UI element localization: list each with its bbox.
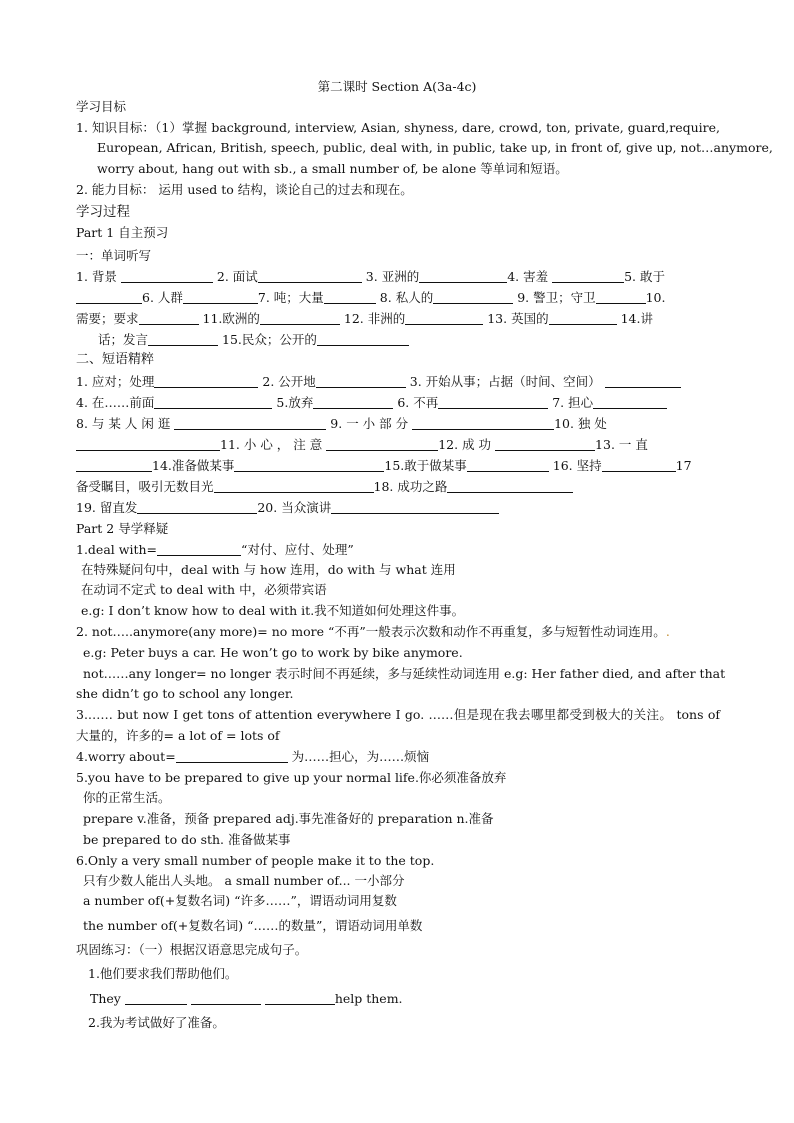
vocab-line-3: 需要；要求 11.欧洲的 12. 非洲的 13. 英国的 14.讲 bbox=[76, 311, 653, 326]
note-3-line-1: 3.…… but now I get tons of attention everywhere I go. ……但是现在我去哪里都受到极大的关注。 tons of bbox=[76, 707, 720, 722]
answer-blank[interactable] bbox=[412, 417, 554, 430]
note-1-line-2: 在特殊疑问句中，deal with 与 how 连用，do with 与 what 连用 bbox=[81, 562, 456, 577]
answer-blank[interactable] bbox=[549, 312, 617, 325]
practice-answer-1: They help them. bbox=[90, 991, 403, 1006]
practice-heading: 巩固练习：（一）根据汉语意思完成句子。 bbox=[76, 942, 308, 957]
phrase-line-1: 1. 应对；处理 2. 公开地 3. 开始从事；占据（时间、空间） bbox=[76, 374, 720, 390]
phrase-line-5: 14.准备做某事 15.敢于做某事 16. 坚持 17 bbox=[76, 458, 720, 474]
note-4: 4.worry about= 为……担心，为……烦恼 bbox=[76, 749, 430, 764]
objectives-heading: 学习目标 bbox=[76, 99, 127, 114]
objective-2: 2. 能力目标： 运用 used to 结构，谈论自己的过去和现在。 bbox=[76, 182, 413, 197]
answer-blank[interactable] bbox=[596, 291, 646, 304]
answer-blank[interactable] bbox=[326, 438, 438, 451]
answer-blank[interactable] bbox=[438, 396, 548, 409]
note-6-line-1: 6.Only a very small number of people make it to the top. bbox=[76, 853, 435, 868]
note-5-line-1: 5.you have to be prepared to give up your normal life.你必须准备放弃 bbox=[76, 770, 507, 785]
note-2-example: e.g: Peter buys a car. He won’t go to work by bike anymore. bbox=[83, 645, 463, 660]
vocab-line-4: 话；发言 15.民众；公开的 bbox=[76, 332, 720, 348]
note-1-title: 1.deal with= “对付、应付、处理” bbox=[76, 542, 354, 557]
answer-blank[interactable] bbox=[419, 270, 507, 283]
process-heading: 学习过程 bbox=[76, 204, 130, 220]
answer-blank[interactable] bbox=[154, 396, 272, 409]
note-2-line-4: she didn’t go to school any longer. bbox=[76, 686, 294, 701]
answer-blank[interactable] bbox=[313, 396, 393, 409]
answer-blank[interactable] bbox=[234, 459, 384, 472]
answer-blank[interactable] bbox=[191, 992, 261, 1005]
note-2-title: 2. not…..anymore(any more)= no more “不再”一般表示次数和动作不再重复，多与短暂性动词连用。. bbox=[76, 624, 670, 639]
note-1-example: e.g: I don’t know how to deal with it.我不知道如何处理这件事。 bbox=[81, 603, 465, 618]
answer-blank[interactable] bbox=[447, 480, 573, 493]
answer-blank[interactable] bbox=[316, 375, 406, 388]
practice-question-2: 2.我为考试做好了准备。 bbox=[88, 1015, 225, 1030]
note-1-line-3: 在动词不定式 to deal with 中，必须带宾语 bbox=[81, 582, 327, 597]
answer-blank[interactable] bbox=[317, 333, 409, 346]
answer-blank[interactable] bbox=[605, 375, 681, 388]
phrase-line-4: 11. 小 心 ， 注 意 12. 成 功 13. 一 直 bbox=[76, 437, 720, 453]
answer-blank[interactable] bbox=[258, 270, 362, 283]
vocab-line-2: 6. 人群 7. 吨；大量 8. 私人的 9. 警卫；守卫 10. bbox=[76, 290, 720, 306]
answer-blank[interactable] bbox=[602, 459, 676, 472]
answer-blank[interactable] bbox=[214, 480, 374, 493]
answer-blank[interactable] bbox=[125, 992, 187, 1005]
answer-blank[interactable] bbox=[260, 312, 340, 325]
answer-blank[interactable] bbox=[137, 501, 257, 514]
note-6-line-2: 只有少数人能出人头地。 a small number of... 一小部分 bbox=[83, 873, 405, 888]
answer-blank[interactable] bbox=[148, 333, 218, 346]
answer-blank[interactable] bbox=[121, 270, 213, 283]
answer-blank[interactable] bbox=[139, 312, 199, 325]
answer-blank[interactable] bbox=[174, 417, 326, 430]
note-5-line-4: be prepared to do sth. 准备做某事 bbox=[83, 832, 291, 847]
note-6-line-3: a number of(+复数名词) “许多……”，谓语动词用复数 bbox=[83, 893, 397, 908]
part1-heading: Part 1 自主预习 bbox=[76, 225, 169, 240]
note-5-line-3: prepare v.准备，预备 prepared adj.事先准备好的 preparation n.准备 bbox=[83, 811, 494, 826]
vocab-line-1: 1. 背景 2. 面试 3. 亚洲的 4. 害羞 5. 敢于 bbox=[76, 269, 665, 284]
answer-blank[interactable] bbox=[433, 291, 513, 304]
answer-blank[interactable] bbox=[265, 992, 335, 1005]
answer-blank[interactable] bbox=[157, 543, 241, 556]
answer-blank[interactable] bbox=[552, 270, 624, 283]
answer-blank[interactable] bbox=[324, 291, 376, 304]
phrase-line-6: 备受瞩目，吸引无数目光 18. 成功之路 bbox=[76, 479, 720, 495]
answer-blank[interactable] bbox=[331, 501, 499, 514]
answer-blank[interactable] bbox=[154, 375, 258, 388]
vocab-subheading: 一：单词听写 bbox=[76, 248, 152, 263]
phrases-subheading: 二、短语精粹 bbox=[76, 352, 155, 367]
answer-blank[interactable] bbox=[495, 438, 595, 451]
phrase-line-3: 8. 与 某 人 闲 逛 9. 一 小 部 分 10. 独 处 bbox=[76, 416, 607, 431]
answer-blank[interactable] bbox=[183, 291, 258, 304]
answer-blank[interactable] bbox=[176, 750, 288, 763]
page-title: 第二课时 Section A(3a-4c) bbox=[317, 79, 477, 94]
phrase-line-7: 19. 留直发 20. 当众演讲 bbox=[76, 500, 720, 516]
answer-blank[interactable] bbox=[76, 459, 152, 472]
practice-question-1: 1.他们要求我们帮助他们。 bbox=[88, 966, 238, 981]
answer-blank[interactable] bbox=[405, 312, 483, 325]
objective-1-line-1: 1. 知识目标：（1）掌握 background, interview, Asian, shyness, dare, crowd, ton, private, guard,require, bbox=[76, 120, 720, 135]
note-6-line-4: the number of(+复数名词) “……的数量”，谓语动词用单数 bbox=[83, 918, 423, 933]
part2-heading: Part 2 导学释疑 bbox=[76, 521, 169, 536]
answer-blank[interactable] bbox=[467, 459, 549, 472]
phrase-line-2: 4. 在……前面 5.放弃 6. 不再 7. 担心 bbox=[76, 395, 720, 411]
answer-blank[interactable] bbox=[76, 291, 142, 304]
objective-1-line-3: worry about, hang out with sb., a small number of, be alone 等单词和短语。 bbox=[97, 161, 568, 176]
note-2-line-3: not……any longer= no longer 表示时间不再延续，多与延续性动词连用 e.g: Her father died, and after that bbox=[83, 666, 726, 681]
note-5-line-2: 你的正常生活。 bbox=[83, 790, 171, 805]
objective-1-line-2: European, African, British, speech, public, deal with, in public, take up, in front of, give up, not…anymore, bbox=[97, 140, 773, 155]
note-3-line-2: 大量的，许多的= a lot of = lots of bbox=[76, 728, 280, 743]
answer-blank[interactable] bbox=[593, 396, 667, 409]
answer-blank[interactable] bbox=[76, 438, 220, 451]
